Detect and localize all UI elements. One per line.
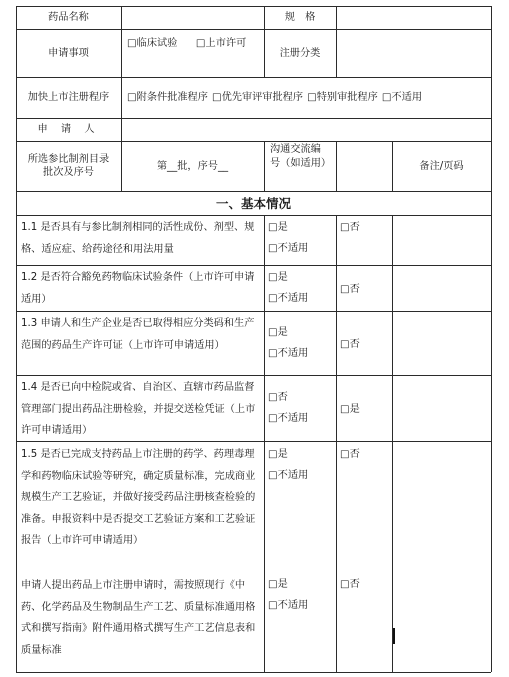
registration-class-label: 注册分类 — [279, 47, 321, 59]
q1-5-na-checkbox[interactable]: □不适用 — [268, 470, 309, 481]
q1-3-na-checkbox[interactable]: □不适用 — [268, 348, 309, 359]
q1-2-options-b — [336, 267, 392, 311]
q1-5-note-no-checkbox[interactable]: □否 — [340, 579, 360, 590]
q1-3-no-checkbox[interactable]: □否 — [340, 338, 360, 350]
drug-name-field[interactable] — [121, 6, 264, 29]
q1-4-options-b — [336, 377, 392, 441]
registration-class-field[interactable] — [336, 29, 491, 77]
communication-number-field[interactable] — [336, 141, 392, 191]
q1-3-options-b — [336, 313, 392, 375]
question-1-5-note: 申请人提出药品上市注册申请时，需按照现行《中药、化学药品及生物制品生产工艺、质量标准通用格式和撰写指南》附件通用格式撰写生产工艺信息表和质量标准 — [21, 580, 256, 656]
q1-3-options-a — [264, 322, 336, 370]
q1-5-note-options-a — [264, 574, 336, 622]
catalog-label: 所选参比制剂目录批次及序号 — [27, 153, 110, 178]
applicant-field[interactable] — [121, 118, 491, 141]
application-options — [121, 29, 264, 77]
q1-5-note-na-checkbox[interactable]: □不适用 — [268, 600, 309, 611]
spec-field[interactable] — [336, 6, 491, 29]
option-clinical-trial[interactable]: □临床试验 — [127, 38, 178, 49]
section-title: 一、基本情况 — [215, 195, 291, 211]
q1-5-note-options-b — [336, 574, 392, 604]
option-marketing-license[interactable]: □上市许可 — [195, 38, 247, 49]
q1-5-options-a — [264, 444, 336, 492]
q1-1-no-checkbox[interactable]: □否 — [340, 222, 360, 233]
applicant-label: 申 请 人 — [37, 124, 100, 135]
spec-label: 规 格 — [284, 12, 316, 23]
q1-4-no-checkbox[interactable]: □否 — [268, 392, 288, 403]
option-special-approval[interactable]: □特别审批程序 — [307, 92, 378, 103]
q1-4-options-a — [264, 387, 336, 435]
application-matter-label: 申请事项 — [48, 47, 89, 59]
option-conditional-approval[interactable]: □附条件批准程序 — [127, 92, 208, 103]
option-not-applicable[interactable]: □不适用 — [381, 92, 423, 103]
q1-2-no-checkbox[interactable]: □否 — [340, 283, 360, 295]
q1-5-options-b — [336, 444, 392, 492]
remark-page-label: 备注/页码 — [419, 160, 464, 172]
question-1-1: 1.1 是否具有与参比制剂相同的活性成份、剂型、规格、适应症、给药途径和用法用量 — [21, 222, 255, 255]
question-1-5: 1.5 是否已完成支持药品上市注册的药学、药理毒理学和药物临床试验等研究，确定质量标准，完成商业规模生产工艺验证，并做好接受药品注册核查检验的准备。申报资料中是否提交工艺验证方案和工艺验证报告（上市许可申请适用） — [21, 449, 256, 547]
q1-1-na-checkbox[interactable]: □不适用 — [268, 243, 309, 254]
q1-1-yes-checkbox[interactable]: □是 — [268, 222, 288, 233]
communication-number-label: 沟通交流编号（如适用） — [270, 144, 332, 169]
q1-2-na-checkbox[interactable]: □不适用 — [268, 293, 309, 304]
q1-5-note-yes-checkbox[interactable]: □是 — [268, 579, 288, 590]
batch-number-field[interactable]: 第__批，序号__ — [156, 160, 229, 172]
question-1-3: 1.3 申请人和生产企业是否已取得相应分类码和生产范围的药品生产许可证（上市许可申请适用） — [21, 318, 255, 351]
q1-5-yes-checkbox[interactable]: □是 — [268, 449, 288, 460]
q1-1-options-b — [336, 217, 392, 265]
q1-2-yes-checkbox[interactable]: □是 — [268, 272, 288, 283]
accelerated-options — [121, 77, 491, 118]
q1-1-options-a — [264, 217, 336, 265]
question-1-2: 1.2 是否符合豁免药物临床试验条件（上市许可申请适用） — [21, 272, 255, 305]
q1-3-yes-checkbox[interactable]: □是 — [268, 327, 288, 338]
option-priority-review[interactable]: □优先审评审批程序 — [211, 92, 304, 103]
q1-4-na-checkbox[interactable]: □不适用 — [268, 413, 309, 424]
accelerated-label: 加快上市注册程序 — [27, 91, 110, 103]
q1-2-options-a — [264, 267, 336, 311]
q1-5-no-checkbox[interactable]: □否 — [340, 449, 360, 460]
drug-name-label: 药品名称 — [48, 12, 89, 23]
question-1-4: 1.4 是否已向中检院或省、自治区、直辖市药品监督管理部门提出药品注册检验，并提交送检凭证（上市许可申请适用） — [21, 382, 256, 437]
q1-4-yes-checkbox[interactable]: □是 — [340, 403, 360, 415]
